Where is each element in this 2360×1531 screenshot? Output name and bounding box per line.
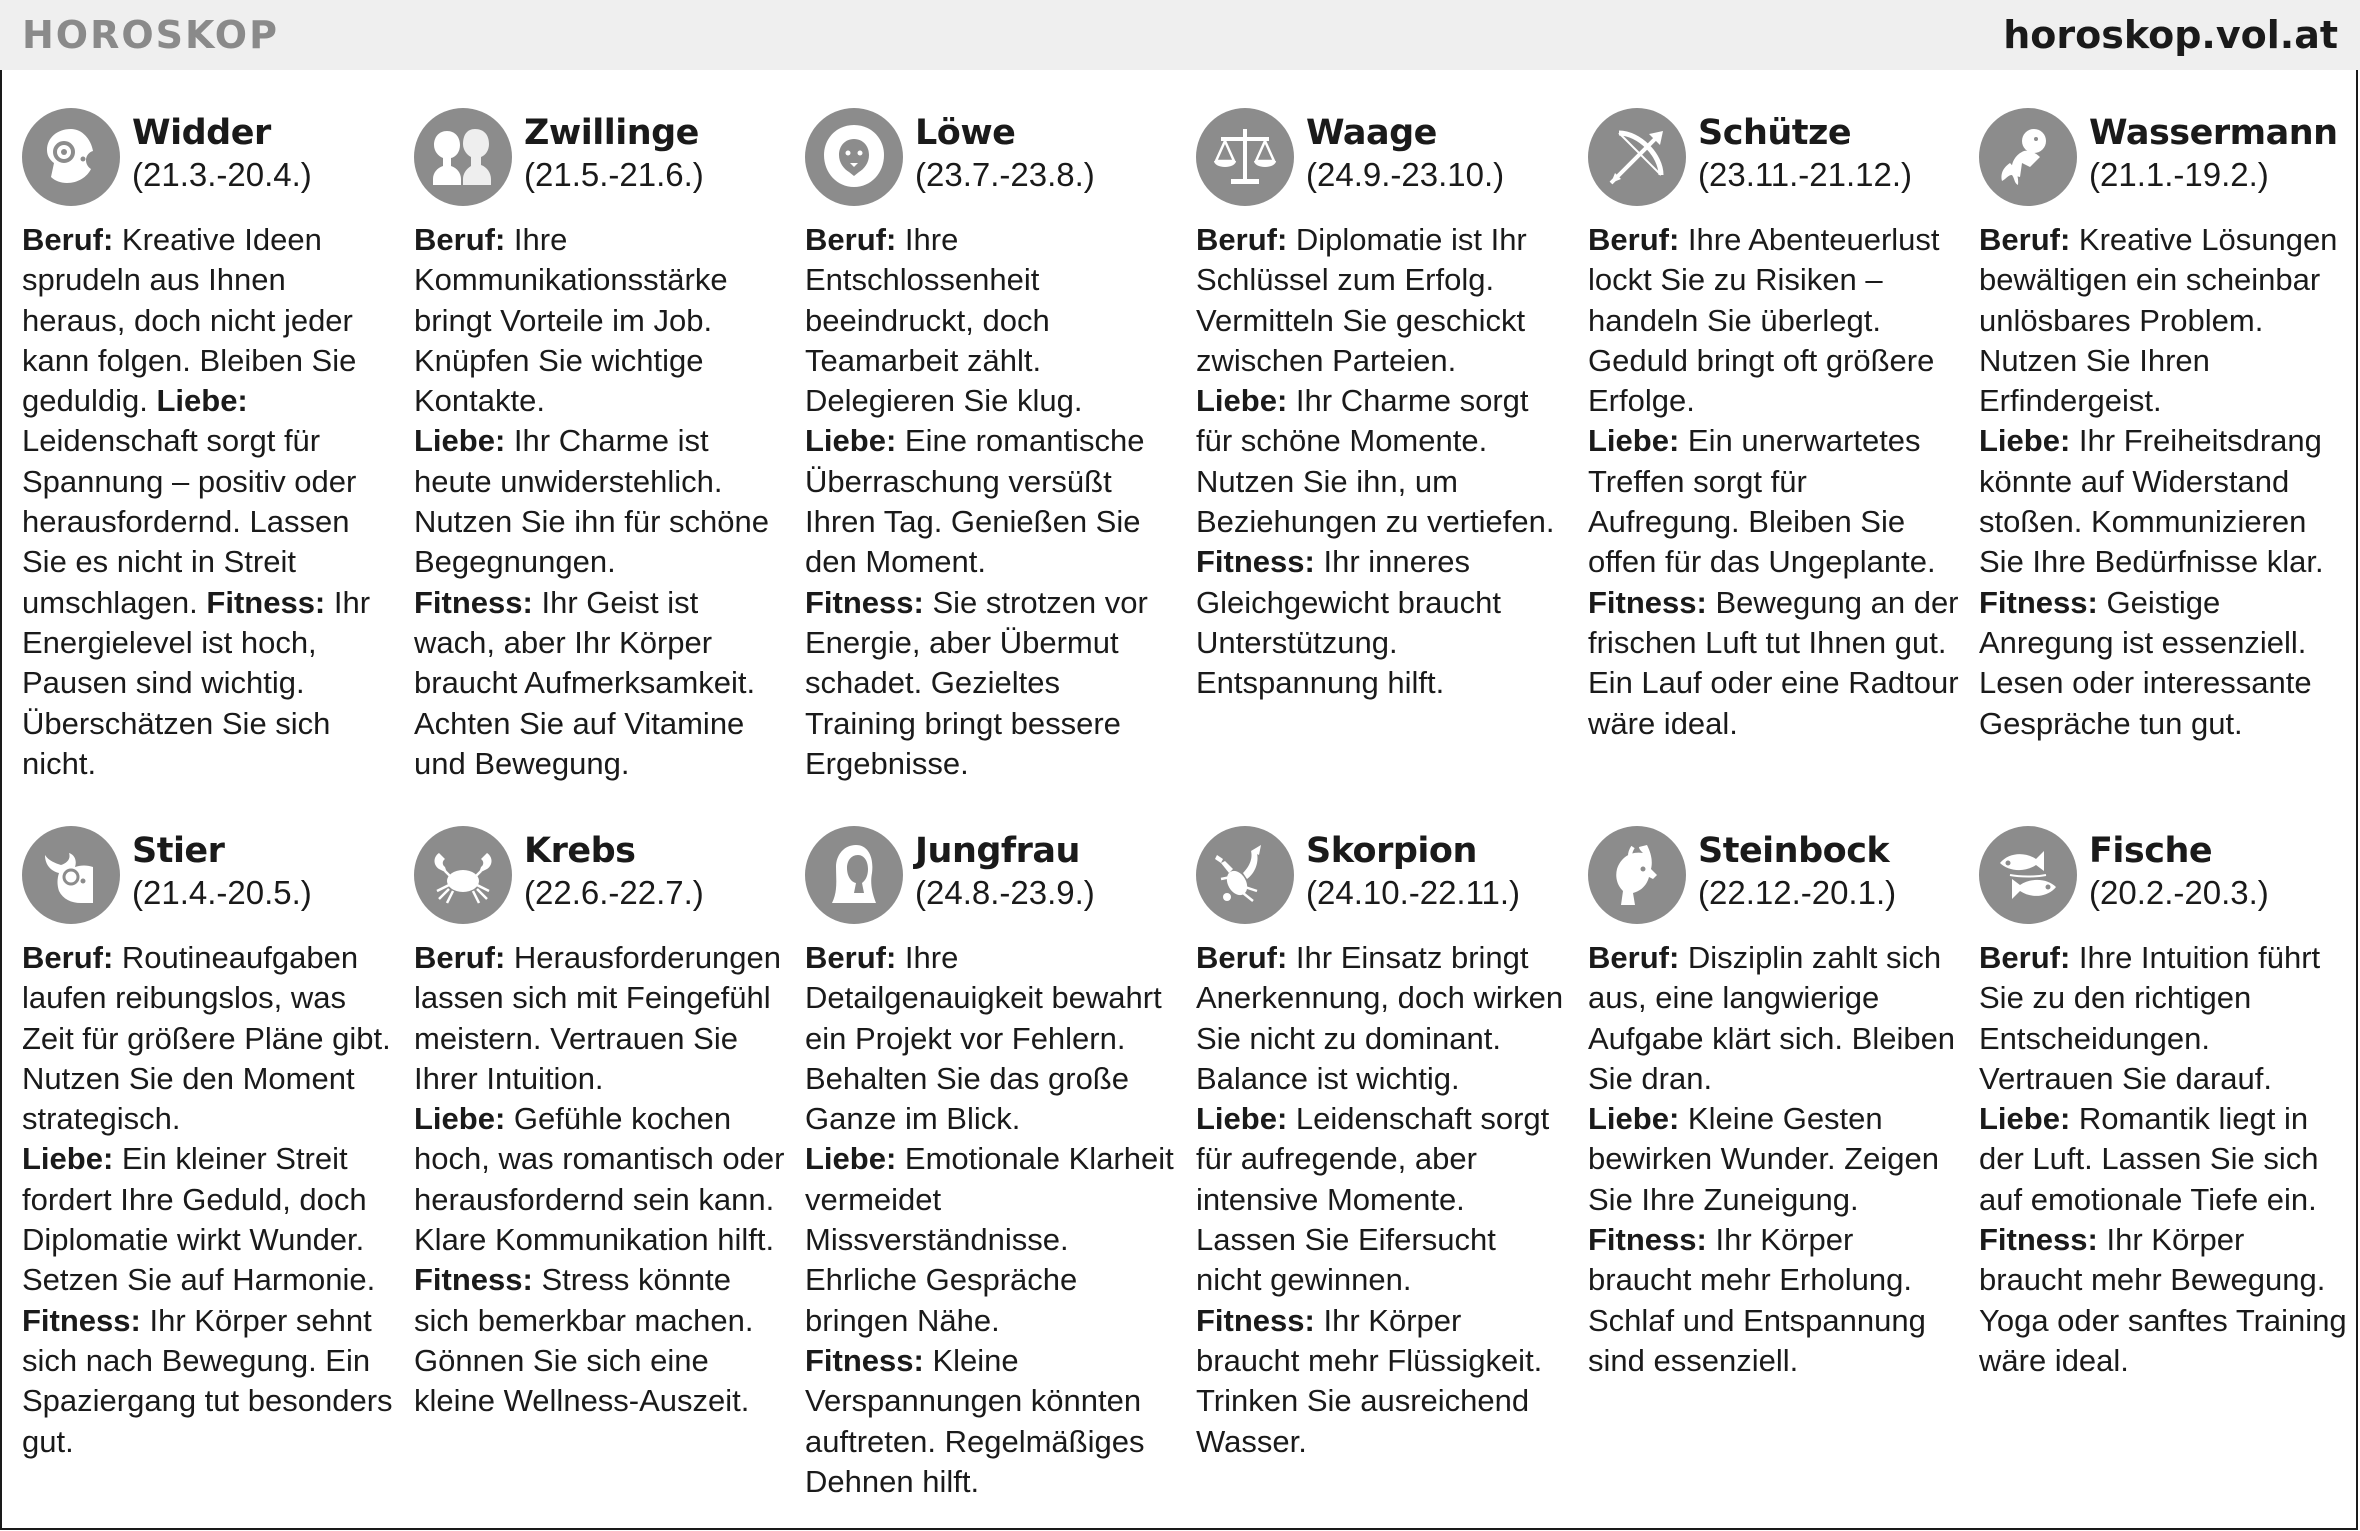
scorpion-icon — [1196, 826, 1294, 924]
label-liebe: Liebe: — [414, 423, 506, 459]
sign-name: Waage — [1306, 113, 1437, 153]
sign-header — [414, 826, 794, 930]
sign-name: Krebs — [524, 831, 636, 871]
forecast-fitness-paragraph — [1196, 542, 1568, 703]
label-beruf: Beruf: — [22, 940, 114, 975]
forecast-fitness: Ihr inneres Gleichgewicht braucht Unterstützung. Entspannung hilft. — [1196, 544, 1501, 701]
sign-name: Löwe — [915, 113, 1016, 153]
sign-schütze — [1588, 108, 1968, 744]
label-fitness: Fitness: — [22, 1302, 141, 1338]
forecast-beruf: Routineaufgaben laufen reibungslos, was Zeit für größere Pläne gibt. Nutzen Sie den Moment strategisch. — [22, 940, 391, 1137]
sign-name: Jungfrau — [915, 831, 1080, 871]
sign-forecast — [805, 938, 1177, 1502]
sign-titles — [1306, 826, 1520, 914]
label-beruf: Beruf: — [805, 222, 897, 257]
sign-dates: (21.1.-19.2.) — [2089, 156, 2269, 193]
label-fitness: Fitness: — [1979, 584, 2098, 620]
forecast-liebe-paragraph — [1979, 421, 2351, 582]
sign-jungfrau — [805, 826, 1185, 1502]
sign-header — [22, 108, 402, 212]
forecast-liebe-paragraph — [414, 1099, 786, 1260]
forecast-beruf: Kreative Lösungen bewältigen ein scheinbar unlösbares Problem. Nutzen Sie Ihren Erfindergeist. — [1979, 222, 2338, 419]
sign-dates: (24.10.-22.11.) — [1306, 874, 1521, 911]
label-beruf: Beruf: — [1588, 940, 1680, 975]
sign-stier — [22, 826, 402, 1462]
label-liebe: Liebe: — [1196, 1101, 1288, 1137]
sign-zwillinge — [414, 108, 794, 784]
forecast-liebe-paragraph — [1196, 1099, 1568, 1300]
forecast-fitness-paragraph — [805, 1341, 1177, 1502]
virgin-icon — [805, 826, 903, 924]
forecast-fitness: Ihr Körper braucht mehr Bewegung. Yoga oder sanftes Training wäre ideal. — [1979, 1222, 2347, 1378]
scales-icon — [1196, 108, 1294, 206]
forecast-beruf-paragraph — [805, 220, 1177, 421]
label-fitness: Fitness: — [805, 1342, 924, 1378]
ram-icon — [22, 108, 120, 206]
forecast-fitness-paragraph — [414, 583, 786, 784]
sign-forecast — [1979, 938, 2351, 1381]
sign-forecast — [1979, 220, 2351, 744]
forecast-beruf-paragraph — [22, 938, 394, 1139]
sign-dates: (21.3.-20.4.) — [132, 156, 312, 193]
sign-forecast — [1196, 938, 1568, 1462]
sign-wassermann — [1979, 108, 2359, 744]
sign-header — [414, 108, 794, 212]
forecast-paragraph — [22, 220, 394, 784]
sign-forecast — [22, 938, 394, 1462]
forecast-fitness: Stress könnte sich bemerkbar machen. Gönnen Sie sich eine kleine Wellness-Auszeit. — [414, 1262, 754, 1419]
label-fitness: Fitness: — [414, 584, 533, 620]
sign-titles — [132, 826, 312, 914]
sign-titles — [524, 108, 704, 196]
forecast-beruf-paragraph — [1196, 220, 1568, 381]
sign-dates: (22.6.-22.7.) — [524, 874, 704, 911]
sign-forecast — [1588, 938, 1960, 1381]
sign-titles — [915, 826, 1095, 914]
goat-icon — [1588, 826, 1686, 924]
label-liebe: Liebe: — [1196, 383, 1288, 419]
label-liebe: Liebe: — [22, 1141, 114, 1177]
sign-name: Wassermann — [2089, 113, 2338, 153]
forecast-beruf: Kreative Ideen sprudeln aus Ihnen heraus, doch nicht jeder kann folgen. Bleiben Sie geduldig. — [22, 222, 357, 419]
forecast-liebe-paragraph — [805, 1139, 1177, 1340]
forecast-fitness: Ihr Körper sehnt sich nach Bewegung. Ein Spaziergang tut besonders gut. — [22, 1302, 393, 1459]
forecast-fitness: Ihr Geist ist wach, aber Ihr Körper braucht Aufmerksamkeit. Achten Sie auf Vitamine und Bewegung. — [414, 584, 756, 781]
forecast-liebe-paragraph — [1588, 1099, 1960, 1220]
forecast-beruf-paragraph — [1196, 938, 1568, 1099]
forecast-fitness-paragraph — [1979, 1220, 2351, 1381]
label-fitness: Fitness: — [414, 1262, 533, 1298]
sign-dates: (23.7.-23.8.) — [915, 156, 1095, 193]
sign-titles — [1698, 108, 1912, 196]
forecast-beruf-paragraph — [414, 220, 786, 421]
twins-icon — [414, 108, 512, 206]
sign-dates: (24.8.-23.9.) — [915, 874, 1095, 911]
sign-titles — [524, 826, 704, 914]
crab-icon — [414, 826, 512, 924]
sign-header — [1979, 826, 2359, 930]
sign-titles — [915, 108, 1095, 196]
sign-skorpion — [1196, 826, 1576, 1462]
label-liebe: Liebe: — [1588, 1101, 1680, 1137]
forecast-liebe: Leidenschaft sorgt für aufregende, aber intensive Momente. Lassen Sie Eifersucht nicht gewinnen. — [1196, 1101, 1550, 1298]
sign-header — [1979, 108, 2359, 212]
label-beruf: Beruf: — [414, 940, 506, 975]
sign-löwe — [805, 108, 1185, 784]
forecast-liebe: Gefühle kochen hoch, was romantisch oder herausfordernd sein kann. Klare Kommunikation hilft. — [414, 1101, 785, 1258]
forecast-fitness: Bewegung an der frischen Luft tut Ihnen gut. Ein Lauf oder eine Radtour wäre ideal. — [1588, 584, 1959, 741]
forecast-liebe: Leidenschaft sorgt für Spannung – positiv oder herausfordernd. Lassen Sie es nicht in Streit umschlagen. — [22, 423, 357, 620]
forecast-liebe: Eine romantische Überraschung versüßt Ihren Tag. Genießen Sie den Moment. — [805, 423, 1145, 580]
sign-titles — [1306, 108, 1504, 196]
forecast-liebe: Ihr Freiheitsdrang könnte auf Widerstand stoßen. Kommunizieren Sie Ihre Bedürfnisse klar. — [1979, 423, 2324, 580]
sign-header — [1196, 826, 1576, 930]
forecast-beruf: Ihre Abenteuerlust lockt Sie zu Risiken – handeln Sie überlegt. Geduld bringt oft größere Erfolge. — [1588, 222, 1940, 419]
sign-waage — [1196, 108, 1576, 704]
label-fitness: Fitness: — [1588, 1222, 1707, 1258]
sign-name: Fische — [2089, 831, 2213, 871]
forecast-beruf-paragraph — [414, 938, 786, 1099]
forecast-beruf: Ihre Kommunikationsstärke bringt Vorteile im Job. Knüpfen Sie wichtige Kontakte. — [414, 222, 728, 419]
bull-icon — [22, 826, 120, 924]
forecast-liebe: Emotionale Klarheit vermeidet Missverständnisse. Ehrliche Gespräche bringen Nähe. — [805, 1141, 1174, 1338]
bow-arrow-icon — [1588, 108, 1686, 206]
label-beruf: Beruf: — [1979, 940, 2071, 975]
sign-forecast — [414, 220, 786, 784]
forecast-fitness-paragraph — [805, 583, 1177, 784]
sign-dates: (22.12.-20.1.) — [1698, 874, 1897, 911]
label-beruf: Beruf: — [1588, 222, 1680, 257]
sign-titles — [2089, 108, 2338, 196]
sign-forecast — [22, 220, 394, 784]
label-fitness: Fitness: — [1588, 584, 1707, 620]
water-bearer-icon — [1979, 108, 2077, 206]
sign-fische — [1979, 826, 2359, 1381]
label-liebe: Liebe: — [1979, 423, 2071, 459]
forecast-liebe: Ihr Charme sorgt für schöne Momente. Nutzen Sie ihn, um Beziehungen zu vertiefen. — [1196, 383, 1555, 540]
label-fitness: Fitness: — [1196, 544, 1315, 580]
forecast-fitness: Ihr Körper braucht mehr Flüssigkeit. Trinken Sie ausreichend Wasser. — [1196, 1302, 1543, 1459]
site-url[interactable]: horoskop.vol.at — [2003, 13, 2338, 57]
label-liebe: Liebe: — [805, 423, 897, 459]
forecast-fitness-paragraph — [22, 1301, 394, 1462]
sign-forecast — [1588, 220, 1960, 744]
forecast-beruf: Herausforderungen lassen sich mit Feingefühl meistern. Vertrauen Sie Ihrer Intuition. — [414, 940, 782, 1096]
forecast-liebe-paragraph — [1588, 421, 1960, 582]
forecast-beruf: Ihre Intuition führt Sie zu den richtigen Entscheidungen. Vertrauen Sie darauf. — [1979, 940, 2321, 1096]
sign-krebs — [414, 826, 794, 1422]
label-beruf: Beruf: — [1979, 222, 2071, 257]
sign-titles — [132, 108, 312, 196]
sign-dates: (23.11.-21.12.) — [1698, 156, 1913, 193]
sign-dates: (20.2.-20.3.) — [2089, 874, 2269, 911]
sign-dates: (21.4.-20.5.) — [132, 874, 312, 911]
label-beruf: Beruf: — [1196, 222, 1288, 257]
sign-name: Skorpion — [1306, 831, 1477, 871]
sign-name: Steinbock — [1698, 831, 1890, 871]
forecast-fitness: Sie strotzen vor Energie, aber Übermut schadet. Gezieltes Training bringt bessere Ergebnisse. — [805, 584, 1148, 781]
label-fitness: Fitness: — [1196, 1302, 1315, 1338]
forecast-beruf: Diplomatie ist Ihr Schlüssel zum Erfolg. Vermitteln Sie geschickt zwischen Parteien. — [1196, 222, 1527, 378]
forecast-liebe-paragraph — [1979, 1099, 2351, 1220]
sign-header — [805, 826, 1185, 930]
page-title: HOROSKOP — [22, 13, 279, 57]
sign-header — [1588, 108, 1968, 212]
forecast-beruf-paragraph — [1588, 938, 1960, 1099]
forecast-beruf: Ihre Entschlossenheit beeindruckt, doch Teamarbeit zählt. Delegieren Sie klug. — [805, 222, 1083, 419]
label-fitness: Fitness: — [1979, 1222, 2098, 1258]
label-beruf: Beruf: — [1196, 940, 1288, 975]
forecast-fitness: Ihr Körper braucht mehr Erholung. Schlaf und Entspannung sind essenziell. — [1588, 1222, 1926, 1378]
forecast-liebe-paragraph — [414, 421, 786, 582]
forecast-liebe-paragraph — [805, 421, 1177, 582]
sign-forecast — [414, 938, 786, 1422]
label-liebe: Liebe: — [1588, 423, 1680, 459]
sign-titles — [1698, 826, 1896, 914]
forecast-beruf-paragraph — [1588, 220, 1960, 421]
forecast-beruf-paragraph — [1979, 938, 2351, 1099]
sign-titles — [2089, 826, 2269, 914]
forecast-liebe: Romantik liegt in der Luft. Lassen Sie sich auf emotionale Tiefe ein. — [1979, 1101, 2319, 1217]
sign-dates: (21.5.-21.6.) — [524, 156, 704, 193]
sign-header — [22, 826, 402, 930]
forecast-liebe: Ein unerwartetes Treffen sorgt für Aufregung. Bleiben Sie offen für das Ungeplante. — [1588, 423, 1936, 580]
label-beruf: Beruf: — [414, 222, 506, 257]
sign-header — [805, 108, 1185, 212]
forecast-beruf-paragraph — [1979, 220, 2351, 421]
sign-header — [1588, 826, 1968, 930]
forecast-liebe-paragraph — [22, 1139, 394, 1300]
fish-icon — [1979, 826, 2077, 924]
label-liebe: Liebe: — [805, 1141, 897, 1177]
forecast-liebe: Ein kleiner Streit fordert Ihre Geduld, doch Diplomatie wirkt Wunder. Setzen Sie auf Harmonie. — [22, 1141, 376, 1298]
forecast-fitness: Geistige Anregung ist essenziell. Lesen oder interessante Gespräche tun gut. — [1979, 584, 2312, 741]
label-beruf: Beruf: — [805, 940, 897, 975]
page-header — [0, 0, 2360, 70]
forecast-fitness-paragraph — [1588, 1220, 1960, 1381]
forecast-beruf-paragraph — [805, 938, 1177, 1139]
forecast-fitness-paragraph — [1196, 1301, 1568, 1462]
forecast-fitness-paragraph — [1588, 583, 1960, 744]
sign-steinbock — [1588, 826, 1968, 1381]
label-fitness: Fitness: — [805, 584, 924, 620]
label-fitness: Fitness: — [206, 584, 326, 620]
sign-forecast — [1196, 220, 1568, 704]
forecast-liebe: Ihr Charme ist heute unwiderstehlich. Nutzen Sie ihn für schöne Begegnungen. — [414, 423, 769, 580]
forecast-beruf: Disziplin zahlt sich aus, eine langwierige Aufgabe klärt sich. Bleiben Sie dran. — [1588, 940, 1956, 1096]
sign-header — [1196, 108, 1576, 212]
lion-icon — [805, 108, 903, 206]
sign-name: Stier — [132, 831, 225, 871]
label-beruf: Beruf: — [22, 222, 114, 257]
forecast-fitness-paragraph — [414, 1260, 786, 1421]
forecast-beruf: Ihre Detailgenauigkeit bewahrt ein Projekt vor Fehlern. Behalten Sie das große Ganze im Blick. — [805, 940, 1162, 1137]
forecast-fitness-paragraph — [1979, 583, 2351, 744]
sign-dates: (24.9.-23.10.) — [1306, 156, 1505, 193]
label-liebe: Liebe: — [156, 383, 248, 419]
sign-forecast — [805, 220, 1177, 784]
forecast-liebe-paragraph — [1196, 381, 1568, 542]
forecast-liebe: Kleine Gesten bewirken Wunder. Zeigen Sie Ihre Zuneigung. — [1588, 1101, 1939, 1217]
sign-name: Widder — [132, 113, 271, 153]
sign-name: Schütze — [1698, 113, 1852, 153]
forecast-fitness: Kleine Verspannungen könnten auftreten. Regelmäßiges Dehnen hilft. — [805, 1342, 1145, 1499]
forecast-fitness: Ihr Energielevel ist hoch, Pausen sind wichtig. Überschätzen Sie sich nicht. — [22, 584, 371, 781]
sign-widder — [22, 108, 402, 784]
label-liebe: Liebe: — [414, 1101, 506, 1137]
sign-name: Zwillinge — [524, 113, 699, 153]
forecast-beruf: Ihr Einsatz bringt Anerkennung, doch wirken Sie nicht zu dominant. Balance ist wichtig. — [1196, 940, 1564, 1096]
label-liebe: Liebe: — [1979, 1101, 2071, 1137]
